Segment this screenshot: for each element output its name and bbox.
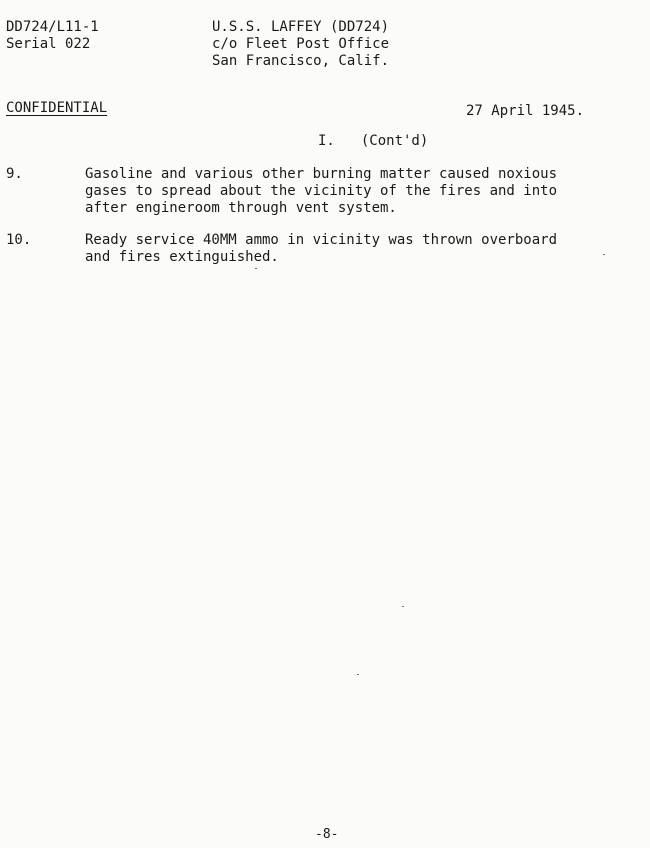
paragraph-line: Ready service 40MM ammo in vicinity was thrown overboard xyxy=(85,232,558,248)
paragraph-number: 10. xyxy=(6,232,32,248)
file-reference-line: DD724/L11-1 xyxy=(6,19,99,35)
ship-name: U.S.S. LAFFEY (DD724) xyxy=(212,19,390,35)
file-reference xyxy=(6,19,99,53)
paragraph-line: after engineroom through vent system. xyxy=(85,200,397,216)
scan-speck xyxy=(255,268,257,269)
ship-address-block xyxy=(212,19,389,70)
document-date: 27 April 1945. xyxy=(466,103,585,119)
paragraph-text xyxy=(85,232,557,266)
section-label: (Cont'd) xyxy=(360,133,429,149)
paragraph-line: gases to spread about the vicinity of the fires and into xyxy=(85,183,558,199)
paragraph-number: 9. xyxy=(6,166,23,182)
paragraph-text xyxy=(85,166,557,217)
section-numeral: I. xyxy=(318,133,335,149)
paragraph-line: and fires extinguished. xyxy=(85,249,279,265)
classification-label: CONFIDENTIAL xyxy=(6,100,108,116)
scan-speck xyxy=(357,674,359,675)
page-number: -8- xyxy=(315,827,339,842)
ship-city: San Francisco, Calif. xyxy=(212,53,390,69)
paragraph-line: Gasoline and various other burning matter caused noxious xyxy=(85,166,558,182)
scan-speck xyxy=(603,254,605,255)
serial-number: Serial 022 xyxy=(6,36,91,52)
scan-speck xyxy=(402,606,404,607)
section-heading xyxy=(318,133,428,149)
fleet-post-office: c/o Fleet Post Office xyxy=(212,36,390,52)
